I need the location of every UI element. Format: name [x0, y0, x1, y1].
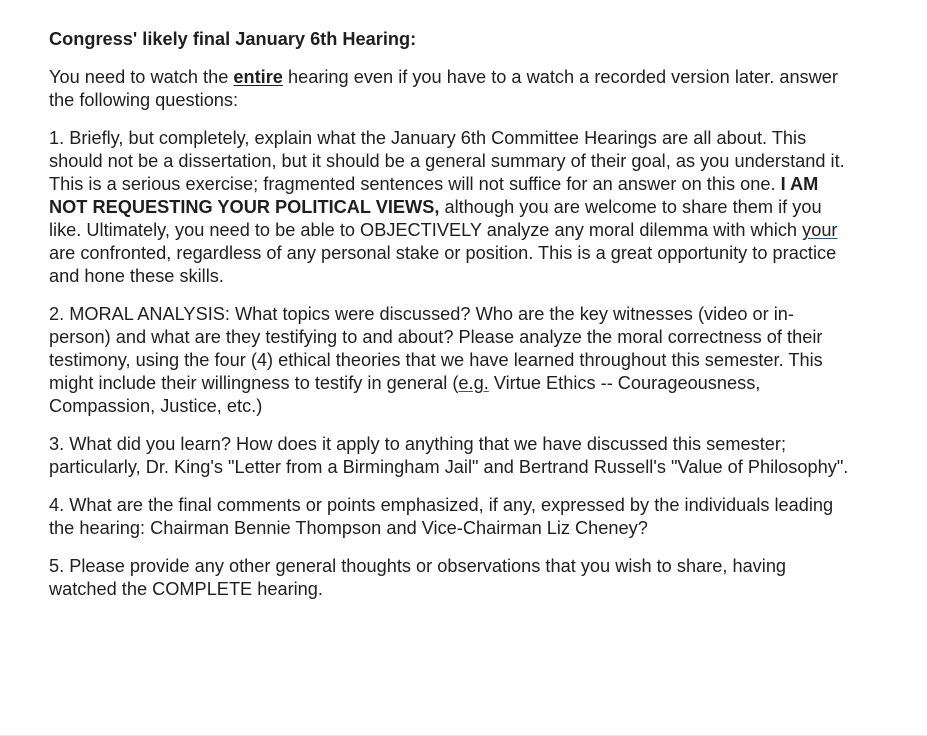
question-1-bold: I AM NOT REQUESTING YOUR POLITICAL VIEWS,	[49, 174, 819, 217]
question-2-text-b: Virtue Ethics -- Courageousness, Compassion, Justice, etc.)	[49, 373, 761, 416]
question-1-underlined: your	[802, 220, 838, 240]
question-5: 5. Please provide any other general thoughts or observations that you wish to share, having watched the COMPLETE hearing.	[49, 556, 787, 599]
intro-text-after: hearing even if you have to a watch a recorded version later. answer the following questions:	[49, 67, 838, 110]
question-1-text-b: although you are welcome to share them if you like. Ultimately, you need to be able to OBJECTIVELY analyze any moral dilemma with which	[49, 197, 822, 240]
question-1-text-c: are confronted, regardless of any personal stake or position. This is a great opportunity to practice and hone these skills.	[49, 243, 837, 286]
intro-emphasis: entire	[233, 67, 283, 87]
question-2-text-a: 2. MORAL ANALYSIS: What topics were discussed? Who are the key witnesses (video or in-person) and what are they testifying to and about? Please analyze the moral correctness of their testimony, using the four (4) ethical theories that we have learned throughout this semester. This might include their willingness to testify in general (	[49, 304, 823, 393]
question-1-text-a: 1. Briefly, but completely, explain what the January 6th Committee Hearings are all about. This should not be a dissertation, but it should be a general summary of their goal, as you understand it. This is a serious exercise; fragmented sentences will not suffice for an answer on this one.	[49, 128, 845, 194]
document-title: Congress' likely final January 6th Hearing:	[49, 29, 417, 49]
question-3: 3. What did you learn? How does it apply to anything that we have discussed this semester; particularly, Dr. King's "Letter from a Birmingham Jail" and Bertrand Russell's "Value of Philosophy".	[49, 434, 849, 477]
intro-paragraph	[49, 66, 849, 112]
intro-text-before: You need to watch the	[49, 67, 234, 87]
question-4: 4. What are the final comments or points emphasized, if any, expressed by the individuals leading the hearing: Chairman Bennie Thompson and Vice-Chairman Liz Cheney?	[49, 495, 834, 538]
document-body	[49, 28, 849, 616]
question-1	[49, 127, 849, 288]
question-2	[49, 303, 849, 418]
question-2-underlined: e.g.	[458, 373, 489, 393]
